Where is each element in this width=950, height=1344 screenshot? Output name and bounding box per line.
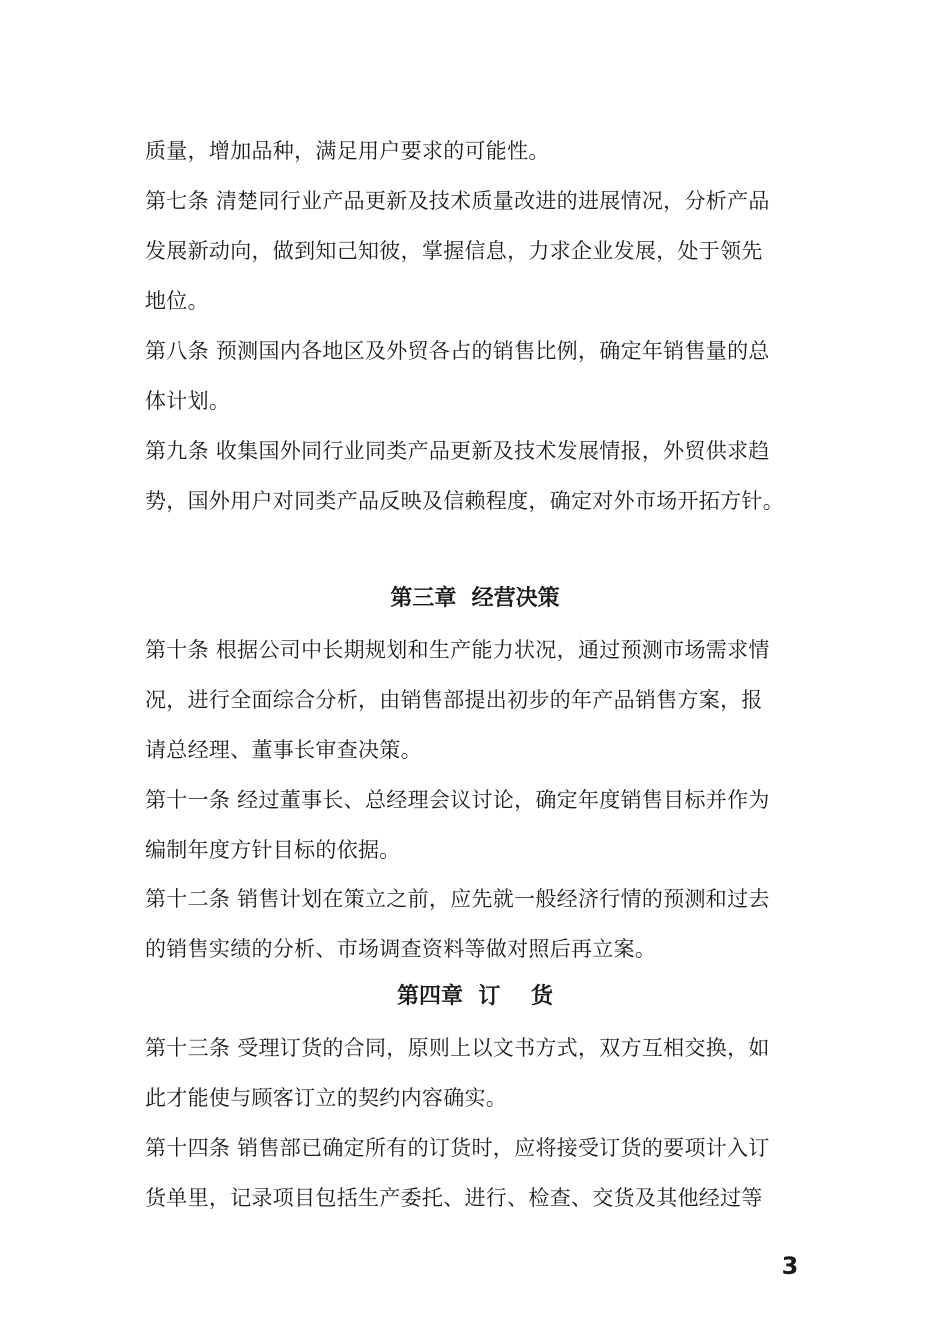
paragraph-line: 质量，增加品种，满足用户要求的可能性。 <box>145 139 550 163</box>
paragraph-line: 此才能使与顾客订立的契约内容确实。 <box>145 1086 508 1110</box>
paragraph-line: 货单里，记录项目包括生产委托、进行、检查、交货及其他经过等 <box>145 1186 763 1210</box>
paragraph-line: 第九条 收集国外同行业同类产品更新及技术发展情报，外贸供求趋 <box>145 439 770 463</box>
chapter-heading: 第四章 订 货 <box>397 984 553 1009</box>
paragraph-line: 地位。 <box>145 289 209 313</box>
page-number: 3 <box>781 1252 799 1280</box>
paragraph-line: 第十二条 销售计划在策立之前，应先就一般经济行情的预测和过去 <box>145 887 770 911</box>
paragraph-line: 况，进行全面综合分析，由销售部提出初步的年产品销售方案，报 <box>145 688 763 712</box>
paragraph-line: 的销售实绩的分析、市场调查资料等做对照后再立案。 <box>145 937 657 961</box>
paragraph-line: 第七条 清楚同行业产品更新及技术质量改进的进展情况，分析产品 <box>145 189 770 213</box>
paragraph-line: 第十条 根据公司中长期规划和生产能力状况，通过预测市场需求情 <box>145 638 770 662</box>
paragraph-line: 发展新动向，做到知己知彼，掌握信息，力求企业发展，处于领先 <box>145 239 763 263</box>
paragraph-line: 请总经理、董事长审查决策。 <box>145 738 422 762</box>
paragraph-line: 体计划。 <box>145 389 231 413</box>
paragraph-line: 第十三条 受理订货的合同，原则上以文书方式，双方互相交换，如 <box>145 1036 770 1060</box>
paragraph-line: 势，国外用户对同类产品反映及信赖程度，确定对外市场开拓方针。 <box>145 489 784 513</box>
paragraph-line: 第八条 预测国内各地区及外贸各占的销售比例，确定年销售量的总 <box>145 339 770 363</box>
paragraph-line: 第十一条 经过董事长、总经理会议讨论，确定年度销售目标并作为 <box>145 788 770 812</box>
chapter-heading: 第三章 经营决策 <box>390 586 560 611</box>
paragraph-line: 编制年度方针目标的依据。 <box>145 838 401 862</box>
paragraph-line: 第十四条 销售部已确定所有的订货时，应将接受订货的要项计入订 <box>145 1136 770 1160</box>
